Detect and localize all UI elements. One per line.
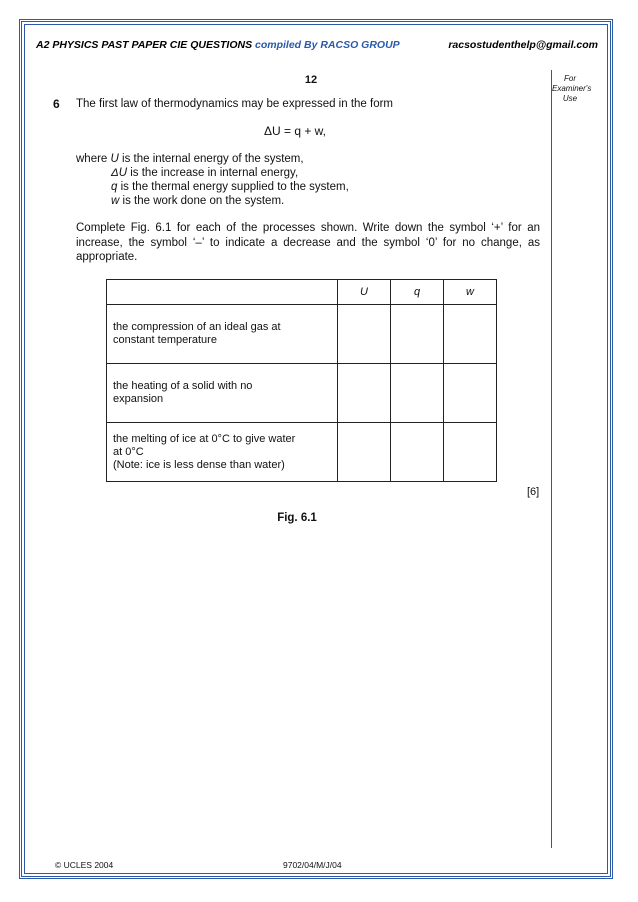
- answer-cell-w[interactable]: [444, 423, 497, 482]
- examiner-label-line-3: Use: [562, 94, 578, 103]
- process-text-line: the heating of a solid with no: [113, 380, 253, 392]
- header-email: racsostudenthelp@gmail.com: [448, 39, 598, 51]
- definition-u-text: is the internal energy of the system,: [118, 153, 304, 165]
- examiner-column-rule: [551, 70, 552, 848]
- table-row: [107, 364, 497, 423]
- process-text-line: the compression of an ideal gas at: [113, 321, 281, 333]
- process-melting: [107, 423, 338, 482]
- answer-cell-u[interactable]: [338, 305, 391, 364]
- process-text-line: expansion: [113, 393, 164, 405]
- definition-delta-u-text: is the increase in internal energy,: [127, 167, 299, 179]
- answer-cell-u[interactable]: [338, 423, 391, 482]
- examiner-label-line-1: For: [564, 74, 576, 83]
- definition-q-symbol: q: [111, 181, 118, 193]
- figure-6-1-table: [106, 279, 497, 482]
- table-header-q: q: [391, 280, 444, 305]
- process-compression: [107, 305, 338, 364]
- answer-cell-q[interactable]: [391, 423, 444, 482]
- marks-allocation: [6]: [527, 486, 540, 498]
- table-header-blank: [107, 280, 338, 305]
- table-row: [107, 305, 497, 364]
- definition-q: [111, 180, 349, 194]
- table-header-row: [107, 280, 497, 305]
- footer-paper-code: 9702/04/M/J/04: [283, 860, 342, 870]
- process-text-line: constant temperature: [113, 334, 217, 346]
- answer-cell-q[interactable]: [391, 305, 444, 364]
- first-law-equation: ΔU = q + w,: [263, 124, 327, 138]
- question-number: 6: [53, 97, 60, 111]
- table-header-w: w: [444, 280, 497, 305]
- answer-cell-u[interactable]: [338, 364, 391, 423]
- table-row: [107, 423, 497, 482]
- question-intro: The first law of thermodynamics may be expressed in the form: [76, 98, 394, 110]
- definition-w-symbol: w: [111, 195, 120, 207]
- definition-u: [76, 152, 304, 166]
- answer-cell-w[interactable]: [444, 364, 497, 423]
- definition-w: [111, 194, 284, 208]
- table-header-u: U: [338, 280, 391, 305]
- footer-copyright: © UCLES 2004: [55, 860, 114, 870]
- header-title: [36, 39, 400, 51]
- header-title-main: A2 PHYSICS PAST PAPER CIE QUESTIONS: [36, 39, 253, 51]
- examiner-use-label: [552, 74, 592, 104]
- definition-u-symbol: U: [110, 153, 119, 165]
- definition-w-text: is the work done on the system.: [119, 195, 285, 207]
- answer-cell-w[interactable]: [444, 305, 497, 364]
- answer-cell-q[interactable]: [391, 364, 444, 423]
- process-text-line: at 0°C: [113, 445, 144, 458]
- question-instruction: Complete Fig. 6.1 for each of the processes shown. Write down the symbol ‘+’ for an increase, the symbol ‘–’ to indicate a decrease and the symbol ‘0’ for no change, as appropriate.: [76, 222, 540, 263]
- page-number: 12: [304, 74, 318, 86]
- figure-caption: Fig. 6.1: [277, 512, 317, 524]
- examiner-label-line-2: Examiner's: [552, 84, 592, 93]
- definition-delta-u: [111, 166, 298, 180]
- definition-lead: where: [76, 153, 111, 165]
- process-text-line: (Note: ice is less dense than water): [113, 458, 285, 471]
- definition-delta-u-symbol: ΔU: [111, 167, 128, 179]
- process-heating: [107, 364, 338, 423]
- process-text-line: the melting of ice at 0°C to give water: [113, 432, 296, 445]
- header-title-compiled: compiled By RACSO GROUP: [255, 39, 400, 51]
- definition-q-text: is the thermal energy supplied to the system,: [117, 181, 349, 193]
